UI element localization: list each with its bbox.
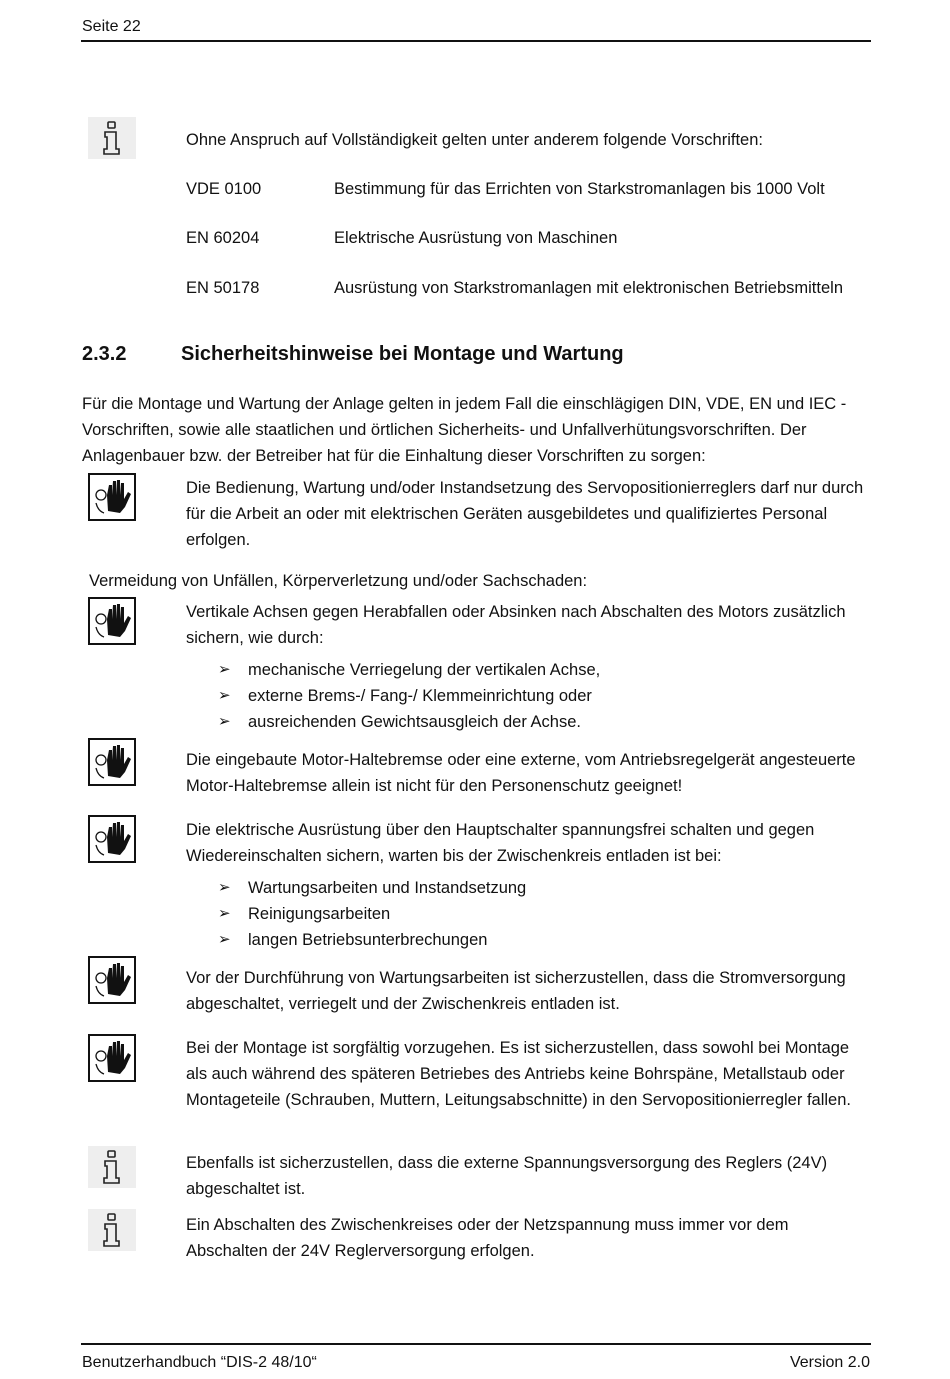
norm-code: EN 60204 [186,229,260,247]
warning-2-bullet-list [186,657,600,735]
info-3-text: Ein Abschalten des Zwischenkreises oder der Netzspannung muss immer vor dem Abschalten der 24V Reglerversorgung erfolgen. [186,1216,789,1260]
avoidance-line: Vermeidung von Unfällen, Körperverletzung und/oder Sachschaden: [89,572,588,590]
bullet-arrow-icon: ➢ [218,687,231,704]
warning-hand-icon [88,738,136,786]
intro-paragraph: Für die Montage und Wartung der Anlage gelten in jedem Fall die einschlägigen DIN, VDE, EN und IEC - Vorschriften, sowie alle staatlichen und örtlichen Sicherheits- und Unfallverhütungsvorschriften. Der Anlagenbauer bzw. der Betreiber hat für die Einhaltung dieser Vorschriften zu sorgen: [82,395,847,465]
warning-5-text: Vor der Durchführung von Wartungsarbeiten ist sicherzustellen, dass die Stromversorgung abgeschaltet, verriegelt und der Zwischenkreis entladen ist. [186,969,846,1013]
list-item: ➢ externe Brems-/ Fang-/ Klemmeinrichtung oder [186,683,600,709]
warning-1-text: Die Bedienung, Wartung und/oder Instandsetzung des Servopositionierreglers darf nur durch für die Arbeit an oder mit elektrischen Geräten ausgebildetes und qualifiziertes Personal erfolgen. [186,479,864,549]
bullet-arrow-icon: ➢ [218,905,231,922]
norm-description: Ausrüstung von Starkstromanlagen mit elektronischen Betriebsmitteln [334,279,843,297]
list-item: ➢ ausreichenden Gewichtsausgleich der Achse. [186,709,600,735]
bullet-arrow-icon: ➢ [218,879,231,896]
norm-description: Elektrische Ausrüstung von Maschinen [334,229,618,247]
norm-description: Bestimmung für das Errichten von Starkstromanlagen bis 1000 Volt [334,180,825,198]
warning-4-text: Die elektrische Ausrüstung über den Hauptschalter spannungsfrei schalten und gegen Wiedereinschalten sichern, warten bis der Zwischenkreis entladen ist bei: [186,821,815,865]
header-rule [81,40,871,42]
info-icon [88,1209,136,1251]
info-2-text: Ebenfalls ist sicherzustellen, dass die externe Spannungsversorgung des Reglers (24V) abgeschaltet ist. [186,1154,828,1198]
bullet-arrow-icon: ➢ [218,931,231,948]
warning-hand-icon [88,473,136,521]
footer-manual-title: Benutzerhandbuch “DIS-2 48/10“ [82,1354,317,1371]
section-number: 2.3.2 [82,343,127,365]
footer-version: Version 2.0 [789,1354,870,1371]
list-item: ➢ Wartungsarbeiten und Instandsetzung [186,875,526,901]
footer-rule [81,1343,871,1345]
warning-hand-icon [88,597,136,645]
list-item: ➢ mechanische Verriegelung der vertikalen Achse, [186,657,600,683]
norm-code: EN 50178 [186,279,260,297]
warning-6-text: Bei der Montage ist sorgfältig vorzugehen. Es ist sicherzustellen, dass sowohl bei Montage als auch während des späteren Betriebes des Antriebs keine Bohrspäne, Metallstaub oder Montageteile (Schrauben, Muttern, Leitungsabschnitte) in den Servopositionierregler fallen. [186,1039,851,1109]
warning-2-text: Vertikale Achsen gegen Herabfallen oder Absinken nach Abschalten des Motors zusätzlich sichern, wie durch: [186,603,846,647]
warning-hand-icon [88,1034,136,1082]
bullet-arrow-icon: ➢ [218,661,231,678]
info-icon [88,1146,136,1188]
info-intro-text: Ohne Anspruch auf Vollständigkeit gelten unter anderem folgende Vorschriften: [186,131,763,149]
section-title: Sicherheitshinweise bei Montage und Wartung [181,343,624,365]
list-item: ➢ langen Betriebsunterbrechungen [186,927,526,953]
warning-hand-icon [88,815,136,863]
bullet-arrow-icon: ➢ [218,713,231,730]
norm-code: VDE 0100 [186,180,262,198]
list-item: ➢ Reinigungsarbeiten [186,901,526,927]
page-number: Seite 22 [82,18,141,35]
info-icon [88,117,136,159]
warning-3-text: Die eingebaute Motor-Haltebremse oder eine externe, vom Antriebsregelgerät angesteuerte Motor-Haltebremse allein ist nicht für den Personenschutz geeignet! [186,751,856,795]
warning-4-bullet-list [186,875,526,953]
warning-hand-icon [88,956,136,1004]
